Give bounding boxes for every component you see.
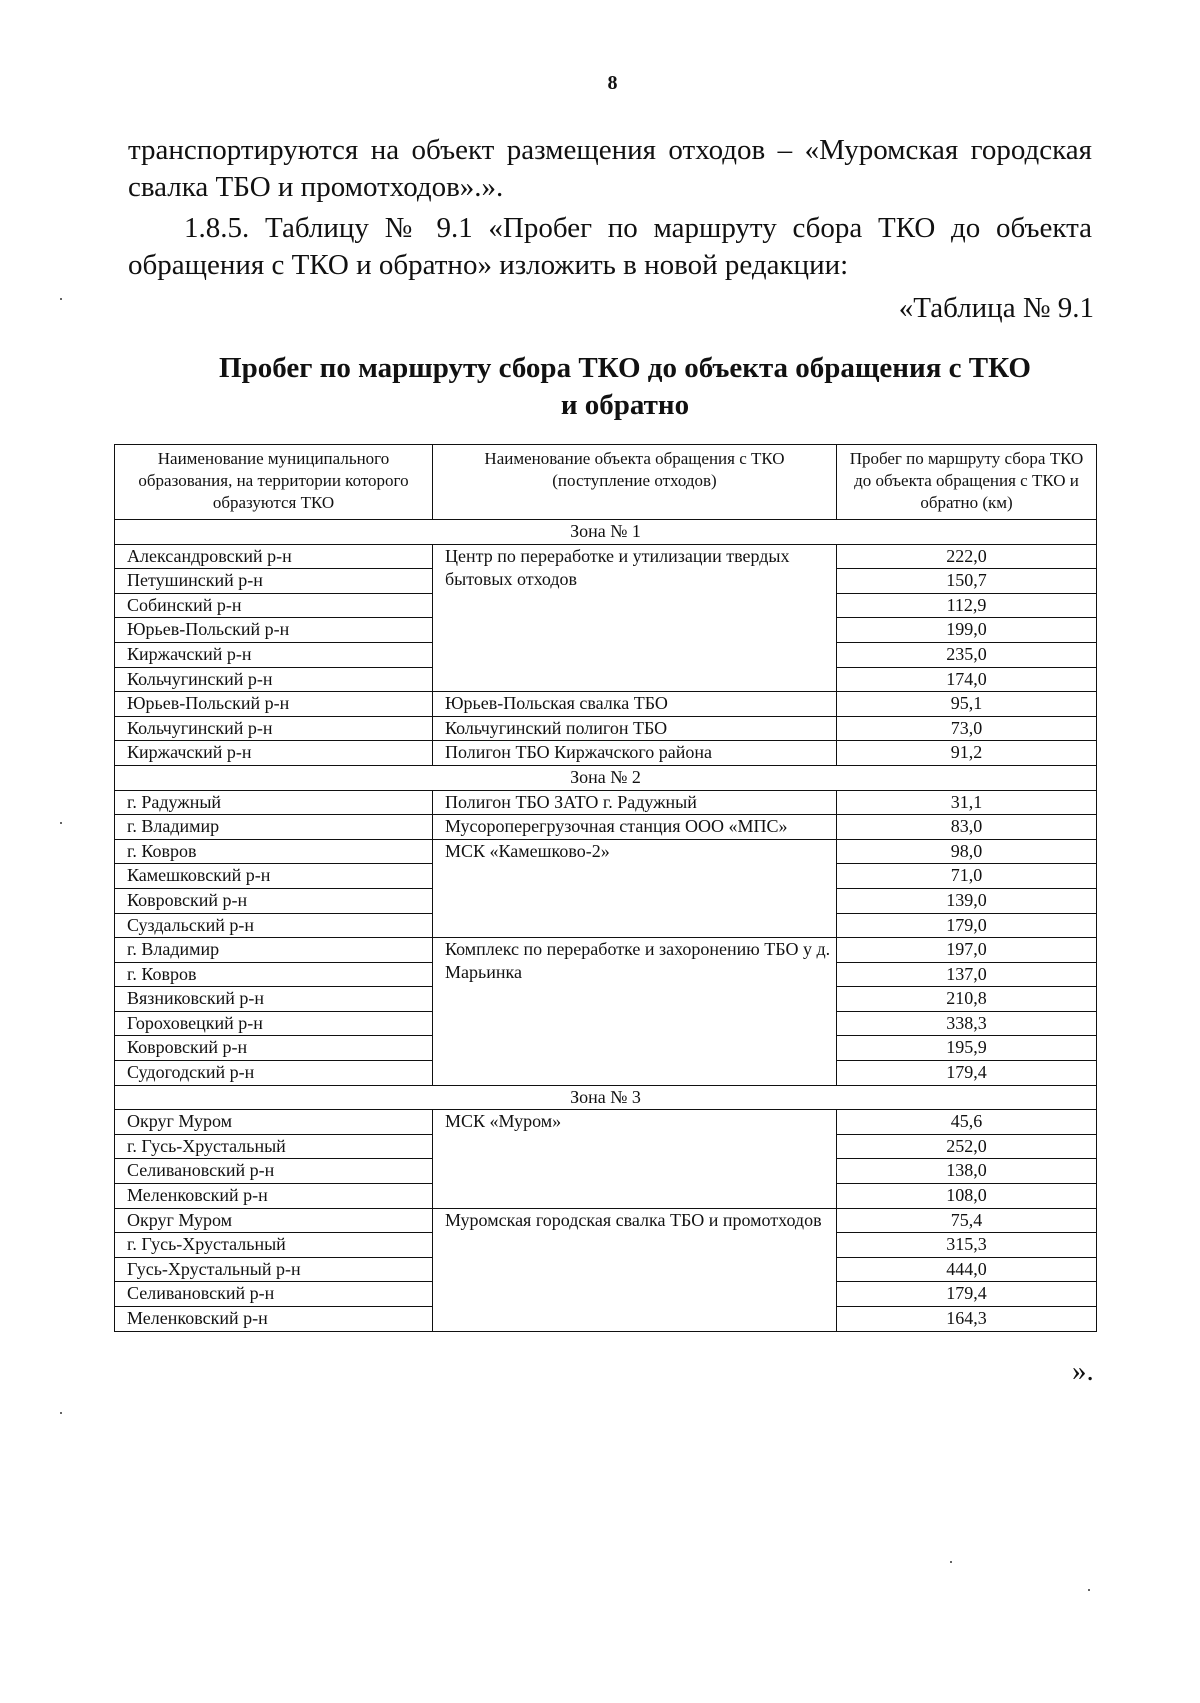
object-cell: Комплекс по переработке и захоронению ТБО у д. Марьинка [433, 938, 837, 1086]
zone-title: Зона № 2 [115, 765, 1097, 790]
scan-speck [950, 1561, 952, 1563]
municipality-cell: Округ Муром [115, 1208, 433, 1233]
table-row [115, 839, 1097, 864]
object-cell: Кольчугинский полигон ТБО [433, 716, 837, 741]
municipality-cell: Юрьев-Польский р-н [115, 618, 433, 643]
municipality-cell: Меленковский р-н [115, 1307, 433, 1332]
municipality-cell: Киржачский р-н [115, 642, 433, 667]
object-cell: МСК «Камешково-2» [433, 839, 837, 937]
municipality-cell: Ковровский р-н [115, 888, 433, 913]
table-row [115, 1110, 1097, 1135]
distance-cell: 179,4 [837, 1061, 1097, 1086]
header-distance: Пробег по маршруту сбора ТКО до объекта обращения с ТКО и обратно (км) [837, 445, 1097, 520]
table-row [115, 1208, 1097, 1233]
distance-cell: 71,0 [837, 864, 1097, 889]
table-row [115, 692, 1097, 717]
municipality-cell: Александровский р-н [115, 544, 433, 569]
distance-cell: 235,0 [837, 642, 1097, 667]
municipality-cell: Собинский р-н [115, 593, 433, 618]
municipality-cell: Селивановский р-н [115, 1282, 433, 1307]
municipality-cell: Селивановский р-н [115, 1159, 433, 1184]
municipality-cell: Гороховецкий р-н [115, 1011, 433, 1036]
distance-cell: 139,0 [837, 888, 1097, 913]
municipality-cell: Судогодский р-н [115, 1061, 433, 1086]
zone-row [115, 1085, 1097, 1110]
municipality-cell: Вязниковский р-н [115, 987, 433, 1012]
table-row [115, 938, 1097, 963]
distance-cell: 197,0 [837, 938, 1097, 963]
distance-cell: 75,4 [837, 1208, 1097, 1233]
municipality-cell: г. Ковров [115, 962, 433, 987]
table-body [115, 520, 1097, 1332]
municipality-cell: г. Гусь-Хрустальный [115, 1233, 433, 1258]
distance-cell: 164,3 [837, 1307, 1097, 1332]
municipality-cell: Киржачский р-н [115, 741, 433, 766]
distance-cell: 108,0 [837, 1184, 1097, 1209]
distance-cell: 195,9 [837, 1036, 1097, 1061]
table-row [115, 544, 1097, 569]
object-cell: Юрьев-Польская свалка ТБО [433, 692, 837, 717]
municipality-cell: Юрьев-Польский р-н [115, 692, 433, 717]
distance-cell: 222,0 [837, 544, 1097, 569]
object-cell: Мусороперегрузочная станция ООО «МПС» [433, 815, 837, 840]
mileage-table-wrapper [114, 444, 1096, 1332]
table-heading [200, 350, 1050, 424]
zone-title: Зона № 3 [115, 1085, 1097, 1110]
header-municipality: Наименование муниципального образования, на территории которого образуются ТКО [115, 445, 433, 520]
object-cell: МСК «Муром» [433, 1110, 837, 1208]
distance-cell: 338,3 [837, 1011, 1097, 1036]
municipality-cell: Меленковский р-н [115, 1184, 433, 1209]
scan-speck [60, 1412, 62, 1414]
table-heading-line1: Пробег по маршруту сбора ТКО до объекта обращения с ТКО [219, 352, 1031, 384]
table-heading-line2: и обратно [560, 389, 690, 421]
municipality-cell: г. Ковров [115, 839, 433, 864]
table-row [115, 741, 1097, 766]
distance-cell: 315,3 [837, 1233, 1097, 1258]
distance-cell: 98,0 [837, 839, 1097, 864]
object-cell: Муромская городская свалка ТБО и промотходов [433, 1208, 837, 1331]
distance-cell: 179,0 [837, 913, 1097, 938]
object-cell: Полигон ТБО Киржачского района [433, 741, 837, 766]
distance-cell: 31,1 [837, 790, 1097, 815]
municipality-cell: г. Владимир [115, 938, 433, 963]
distance-cell: 210,8 [837, 987, 1097, 1012]
municipality-cell: Гусь-Хрустальный р-н [115, 1257, 433, 1282]
distance-cell: 91,2 [837, 741, 1097, 766]
municipality-cell: Кольчугинский р-н [115, 716, 433, 741]
distance-cell: 73,0 [837, 716, 1097, 741]
paragraph-transport: транспортируются на объект размещения отходов – «Муромская городская свалка ТБО и промотходов».». [128, 134, 1092, 203]
distance-cell: 138,0 [837, 1159, 1097, 1184]
object-cell: Центр по переработке и утилизации твердых бытовых отходов [433, 544, 837, 692]
table-header-row [115, 445, 1097, 520]
distance-cell: 137,0 [837, 962, 1097, 987]
scan-speck [1088, 1589, 1090, 1591]
distance-cell: 199,0 [837, 618, 1097, 643]
municipality-cell: Суздальский р-н [115, 913, 433, 938]
municipality-cell: г. Радужный [115, 790, 433, 815]
header-object: Наименование объекта обращения с ТКО (поступление отходов) [433, 445, 837, 520]
zone-title: Зона № 1 [115, 520, 1097, 545]
municipality-cell: Камешковский р-н [115, 864, 433, 889]
page-number: 8 [607, 72, 618, 94]
table-row [115, 716, 1097, 741]
scan-speck [60, 822, 62, 824]
distance-cell: 95,1 [837, 692, 1097, 717]
scan-speck [60, 298, 62, 300]
table-row [115, 790, 1097, 815]
table-label: «Таблица № 9.1 [898, 292, 1094, 324]
municipality-cell: Ковровский р-н [115, 1036, 433, 1061]
municipality-cell: Округ Муром [115, 1110, 433, 1135]
distance-cell: 252,0 [837, 1134, 1097, 1159]
zone-row [115, 520, 1097, 545]
municipality-cell: г. Гусь-Хрустальный [115, 1134, 433, 1159]
distance-cell: 179,4 [837, 1282, 1097, 1307]
distance-cell: 150,7 [837, 569, 1097, 594]
municipality-cell: Кольчугинский р-н [115, 667, 433, 692]
distance-cell: 174,0 [837, 667, 1097, 692]
distance-cell: 444,0 [837, 1257, 1097, 1282]
paragraph-amendment: 1.8.5. Таблицу № 9.1 «Пробег по маршруту сбора ТКО до объекта обращения с ТКО и обратно» изложить в новой редакции: [128, 212, 1092, 281]
municipality-cell: Петушинский р-н [115, 569, 433, 594]
distance-cell: 112,9 [837, 593, 1097, 618]
mileage-table [114, 444, 1097, 1332]
zone-row [115, 765, 1097, 790]
distance-cell: 83,0 [837, 815, 1097, 840]
table-row [115, 815, 1097, 840]
municipality-cell: г. Владимир [115, 815, 433, 840]
distance-cell: 45,6 [837, 1110, 1097, 1135]
closing-quote: ». [1072, 1355, 1094, 1387]
object-cell: Полигон ТБО ЗАТО г. Радужный [433, 790, 837, 815]
